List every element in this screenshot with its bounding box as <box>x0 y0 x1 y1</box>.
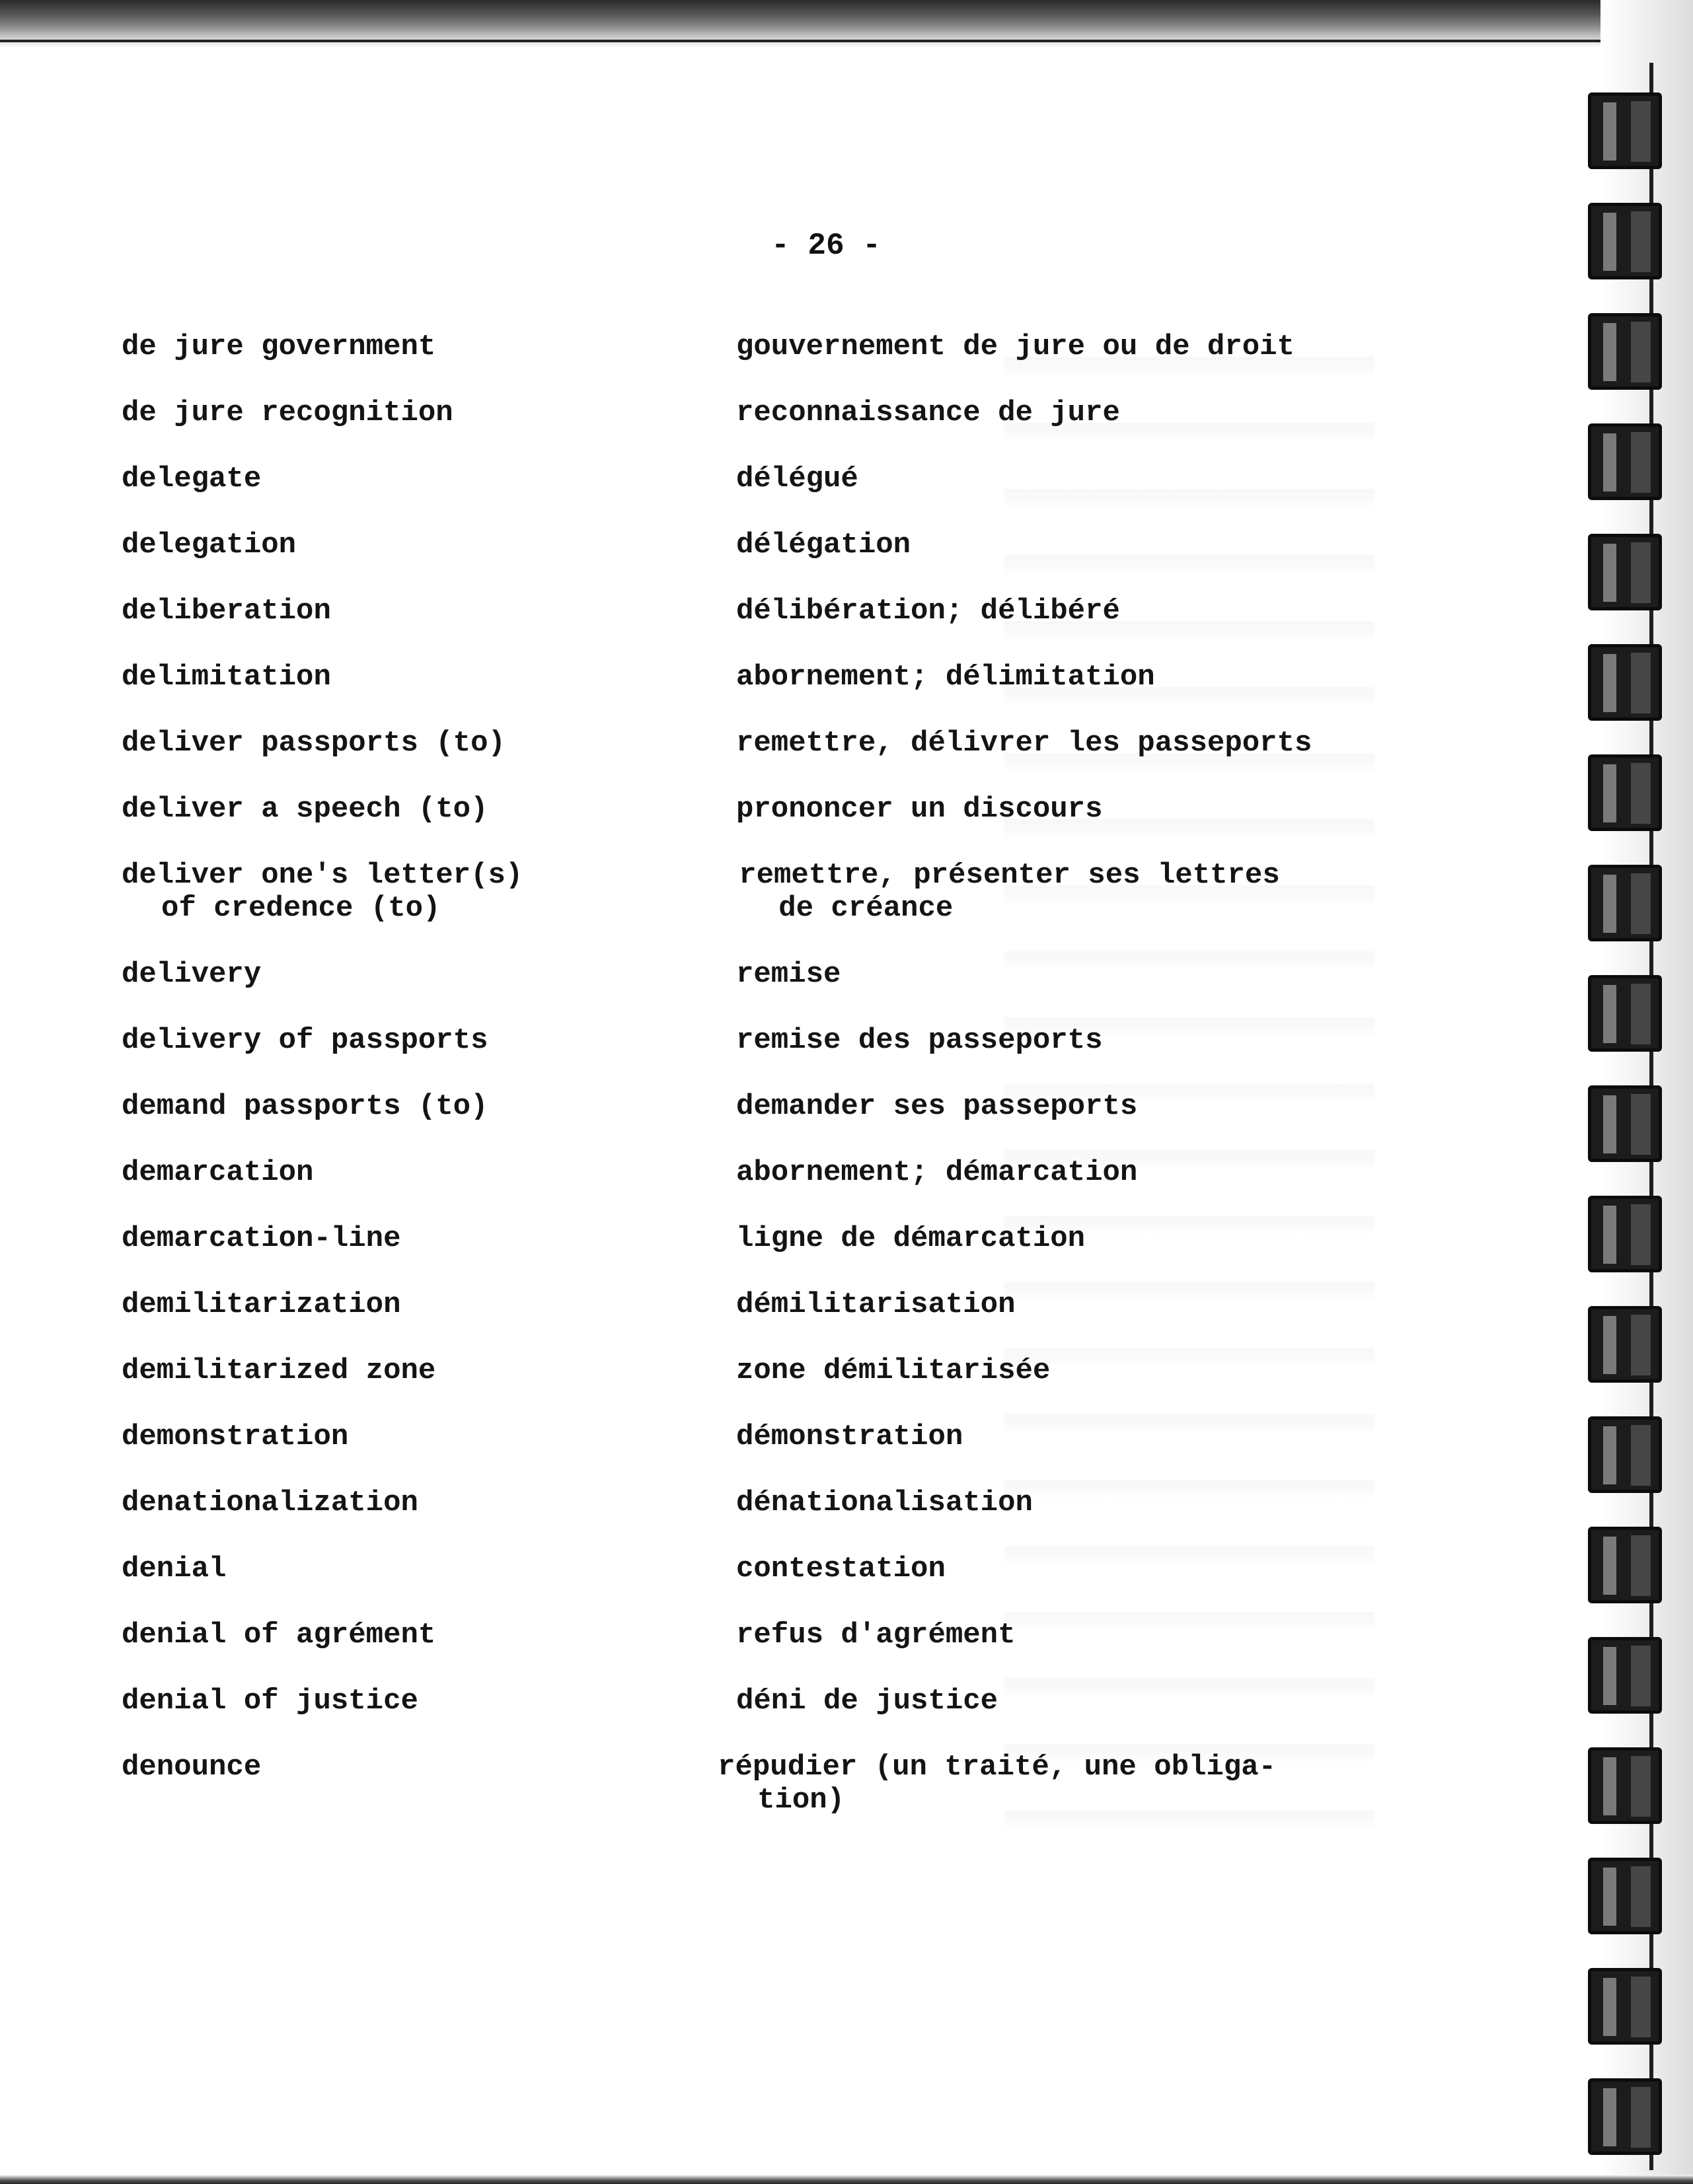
french-translation: prononcer un discours <box>736 793 1103 826</box>
english-term: deliver passports (to) <box>122 727 506 760</box>
binding-ring <box>1588 1196 1662 1272</box>
french-translation: délibération; délibéré <box>736 595 1120 628</box>
french-translation: ligne de démarcation <box>736 1222 1086 1255</box>
glossary-entry <box>122 595 1443 661</box>
french-translation: remise <box>736 958 841 991</box>
english-term: delimitation <box>122 661 331 694</box>
glossary-entry <box>122 396 1443 462</box>
french-translation: remettre, délivrer les passeports <box>736 727 1312 760</box>
english-term: denial of agrément <box>122 1619 436 1652</box>
english-term: deliberation <box>122 595 331 628</box>
english-term: denial of justice <box>122 1685 418 1718</box>
french-translation: zone démilitarisée <box>736 1354 1051 1387</box>
english-term: de jure government <box>122 330 436 363</box>
binding-ring <box>1588 1637 1662 1714</box>
french-translation: reconnaissance de jure <box>736 396 1120 429</box>
glossary-entry <box>122 661 1443 727</box>
glossary-entry <box>122 1751 1443 1850</box>
english-term: de jure recognition <box>122 396 453 429</box>
binding-ring <box>1588 1527 1662 1603</box>
english-term: denial <box>122 1552 227 1585</box>
glossary-entry <box>122 1685 1443 1751</box>
english-term: demarcation <box>122 1156 314 1189</box>
english-term: demilitarization <box>122 1288 401 1321</box>
french-translation: démonstration <box>736 1420 963 1453</box>
glossary-entry <box>122 330 1443 396</box>
binding-ring <box>1588 865 1662 941</box>
binding-ring <box>1588 203 1662 279</box>
english-term: denounce <box>122 1751 262 1784</box>
french-translation: répudier (un traité, une obliga- tion) <box>718 1751 1277 1817</box>
glossary-entry <box>122 727 1443 793</box>
french-translation: démilitarisation <box>736 1288 1016 1321</box>
french-translation: délégué <box>736 462 858 495</box>
french-translation: délégation <box>736 528 911 562</box>
french-translation: abornement; démarcation <box>736 1156 1138 1189</box>
glossary-entry <box>122 1354 1443 1420</box>
glossary-entry <box>122 1090 1443 1156</box>
english-term: delegation <box>122 528 297 562</box>
binding-ring <box>1588 534 1662 610</box>
french-translation: demander ses passeports <box>736 1090 1138 1123</box>
binding-ring <box>1588 2078 1662 2155</box>
english-term: denationalization <box>122 1486 418 1519</box>
glossary-entry <box>122 462 1443 528</box>
glossary-entry <box>122 528 1443 595</box>
glossary-entry <box>122 1486 1443 1552</box>
glossary-entry <box>122 1156 1443 1222</box>
english-term: delivery <box>122 958 262 991</box>
glossary-entry <box>122 1420 1443 1486</box>
glossary-entry <box>122 1552 1443 1619</box>
scan-top-edge <box>0 0 1632 48</box>
french-translation: abornement; délimitation <box>736 661 1155 694</box>
glossary-list <box>122 330 1443 1850</box>
english-term: delegate <box>122 462 262 495</box>
binding-ring <box>1588 644 1662 721</box>
binding-ring <box>1588 92 1662 169</box>
glossary-entry <box>122 1619 1443 1685</box>
glossary-entry <box>122 859 1443 958</box>
binding-ring <box>1588 1416 1662 1493</box>
glossary-entry <box>122 1024 1443 1090</box>
scan-bottom-edge <box>0 2175 1693 2184</box>
french-translation: contestation <box>736 1552 946 1585</box>
binding-ring <box>1588 423 1662 500</box>
binding-ring <box>1588 1858 1662 1934</box>
english-term: demand passports (to) <box>122 1090 488 1123</box>
glossary-entry <box>122 793 1443 859</box>
binding-ring <box>1588 313 1662 390</box>
french-translation: déni de justice <box>736 1685 998 1718</box>
binding-ring <box>1588 754 1662 831</box>
french-translation: remise des passeports <box>736 1024 1103 1057</box>
glossary-entry <box>122 1288 1443 1354</box>
binding-ring <box>1588 1085 1662 1162</box>
english-term: demilitarized zone <box>122 1354 436 1387</box>
english-term: delivery of passports <box>122 1024 488 1057</box>
english-term: demonstration <box>122 1420 349 1453</box>
binding-ring <box>1588 975 1662 1052</box>
binding-ring <box>1588 1747 1662 1824</box>
glossary-entry <box>122 958 1443 1024</box>
binding-ring <box>1588 1968 1662 2045</box>
english-term: deliver a speech (to) <box>122 793 488 826</box>
french-translation: remettre, présenter ses lettres de créance <box>739 859 1280 925</box>
page-number: - 26 - <box>771 229 881 263</box>
english-term: demarcation-line <box>122 1222 401 1255</box>
english-term: deliver one's letter(s) of credence (to) <box>122 859 523 925</box>
french-translation: refus d'agrément <box>736 1619 1016 1652</box>
french-translation: dénationalisation <box>736 1486 1033 1519</box>
binding-ring <box>1588 1306 1662 1383</box>
glossary-entry <box>122 1222 1443 1288</box>
french-translation: gouvernement de jure ou de droit <box>736 330 1295 363</box>
